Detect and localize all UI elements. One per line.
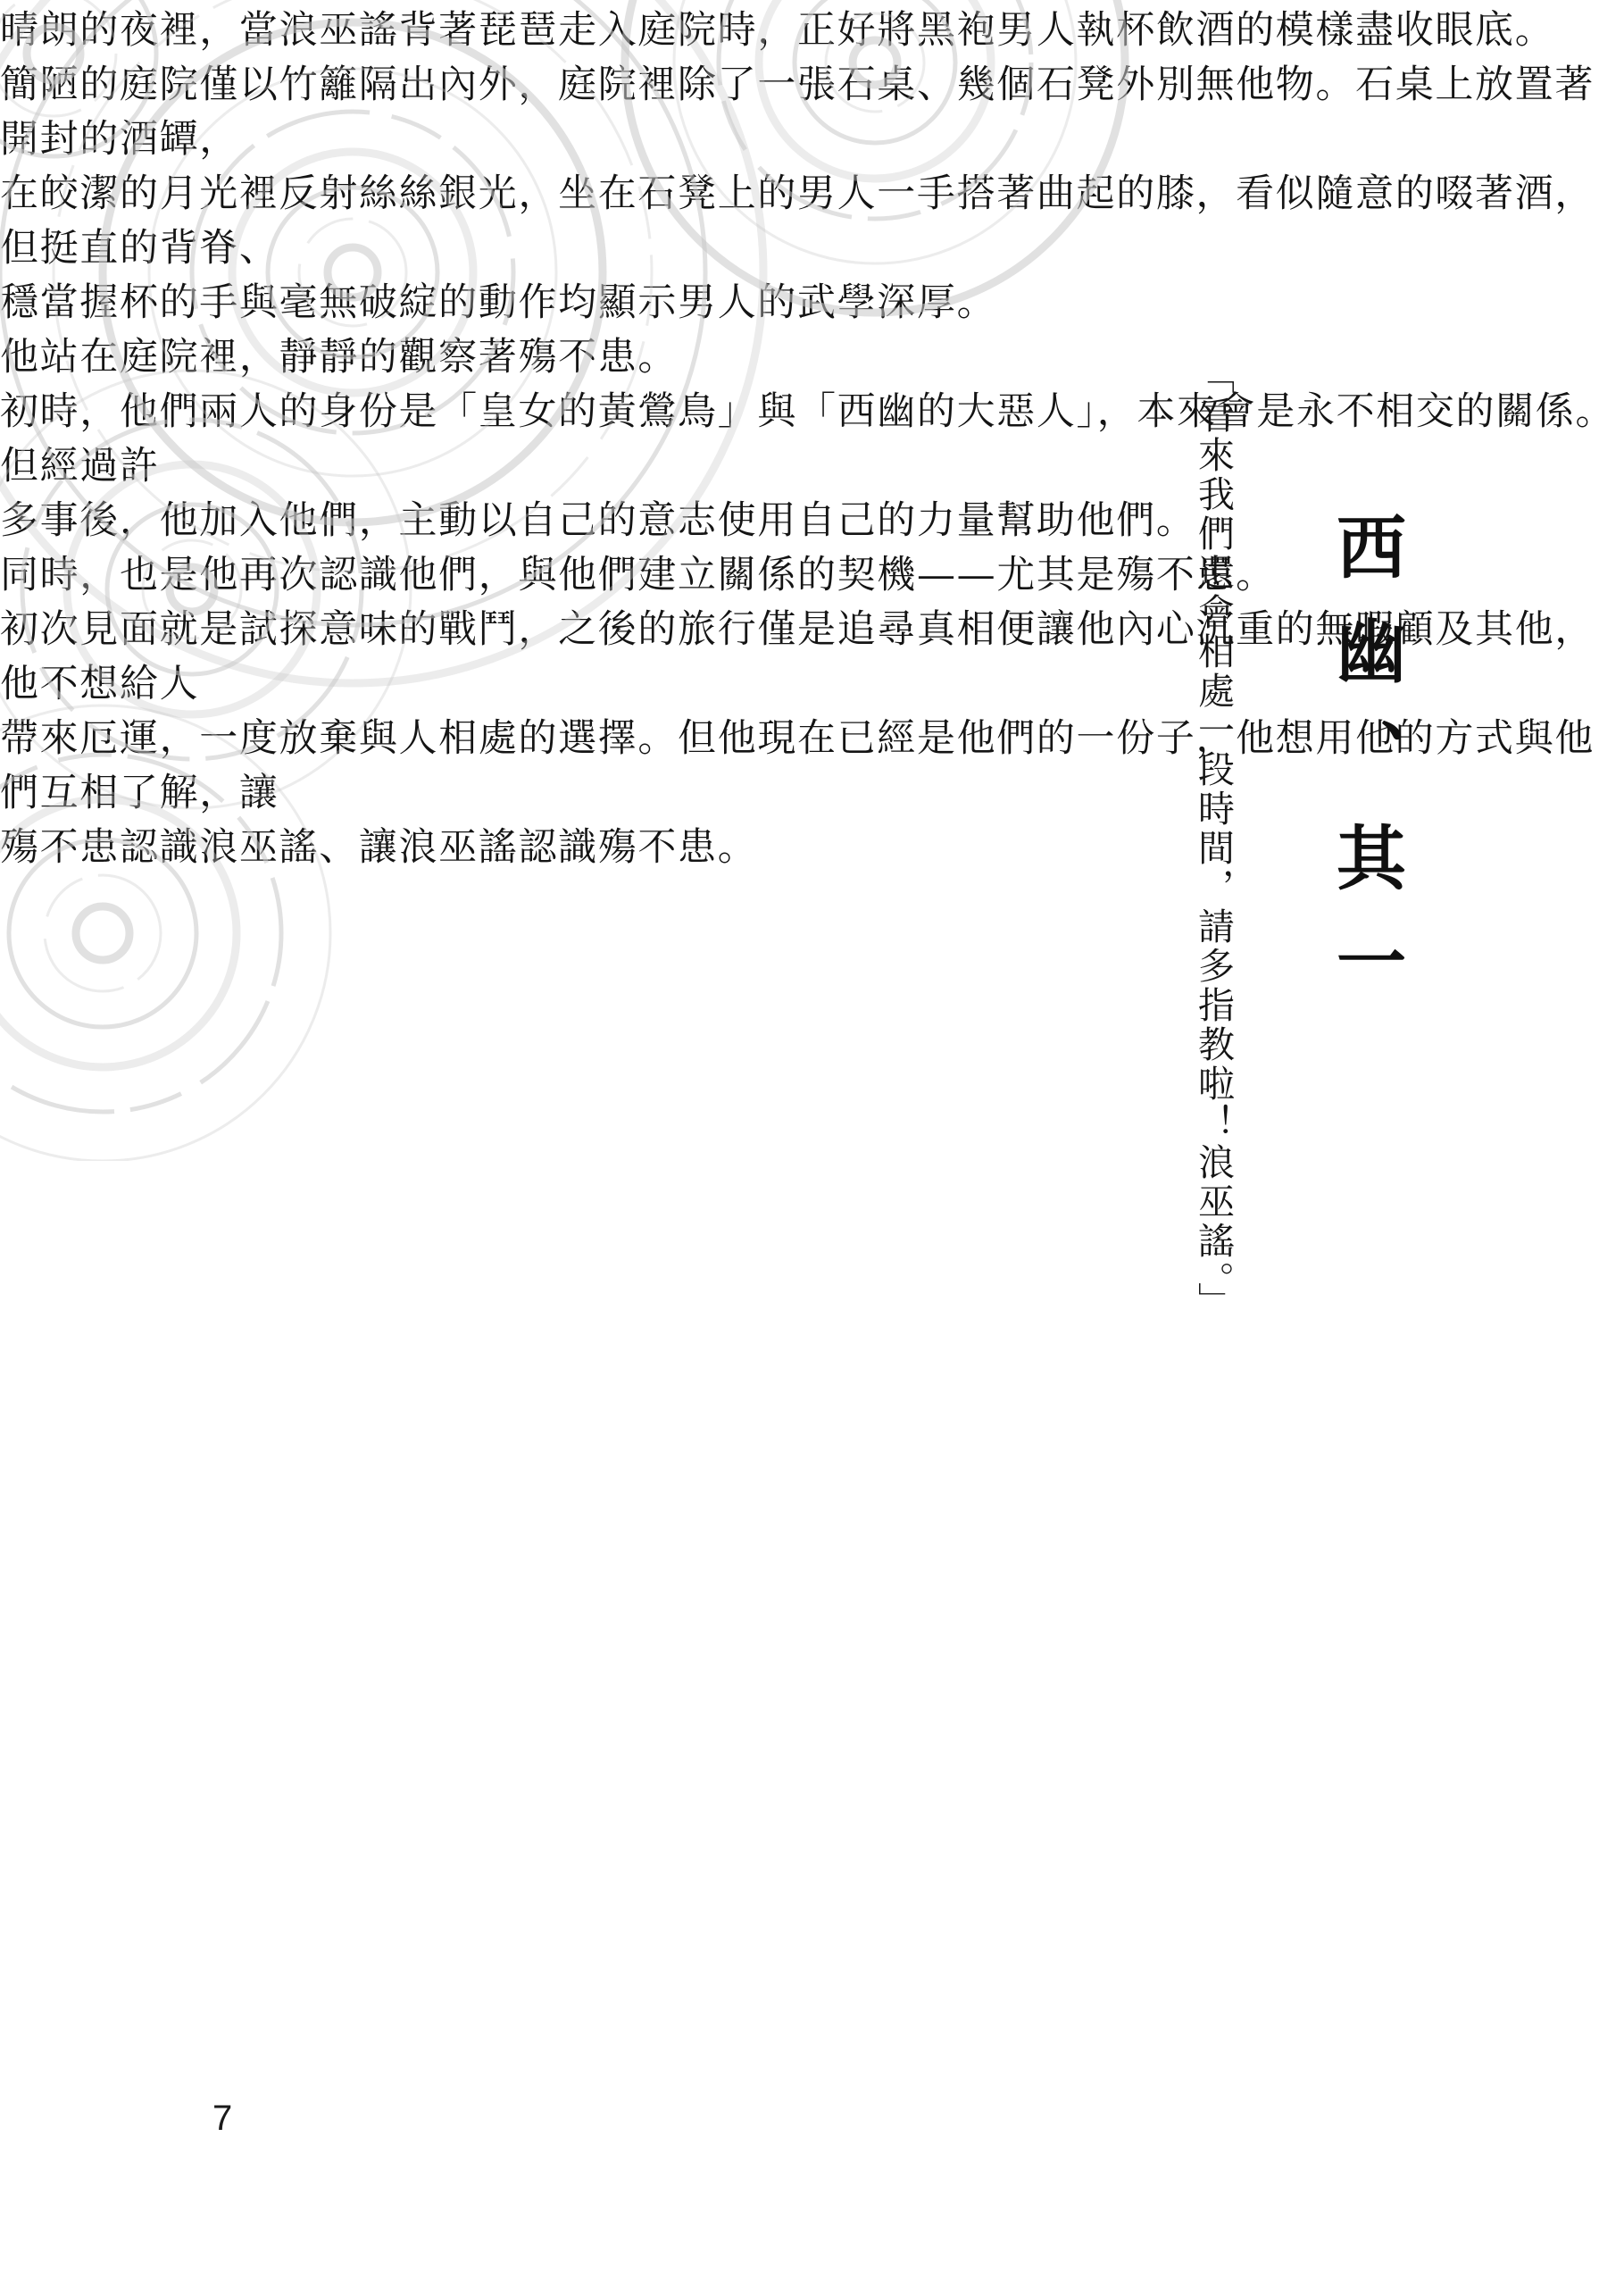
ripple-ring (143, 540, 241, 639)
page-number: 7 (212, 2099, 233, 2138)
ripple-ring (170, 567, 214, 612)
ripple-ring (76, 906, 129, 960)
text-column: 初時，他們兩人的身份是「皇女的黃鶯鳥」與「西幽的大惡人」，本來會是永不相交的關係。但經過許 (0, 389, 1616, 488)
ripple-ring (0, 0, 116, 116)
text-column: 同時，也是他再次認識他們，與他們建立關係的契機——尤其是殤不患。 (0, 553, 1276, 597)
ripple-ring (853, 40, 897, 85)
ripple-ring (9, 839, 196, 1027)
text-column: 晴朗的夜裡，當浪巫謠背著琵琶走入庭院時，正好將黑袍男人執杯飲酒的模樣盡收眼底。 (0, 8, 1555, 53)
text-column: 殤不患認識浪巫謠、讓浪巫謠認識殤不患。 (0, 825, 758, 870)
ripple-ring (149, 69, 556, 476)
ripple-ring (103, 22, 603, 522)
ripple-ring (67, 464, 317, 714)
text-column: 他站在庭院裡，靜靜的觀察著殤不患。 (0, 335, 679, 380)
text-column: 帶來厄運，一度放棄與人相處的選擇。但他現在已經是他們的一份子，他想用他的方式與他們互相了解，讓 (0, 716, 1595, 815)
ripple-ring (795, 0, 955, 143)
text-column: 初次見面就是試探意味的戰鬥，之後的旅行僅是追尋真相便讓他內心沉重的無暇顧及其他，他不想給人 (0, 607, 1595, 706)
chapter-title: 西幽、其一 (1325, 511, 1405, 1029)
text-column: 在皎潔的月光裡反射絲絲銀光，坐在石凳上的男人一手搭著曲起的膝，看似隨意的啜著酒，但挺直的背脊、 (0, 171, 1595, 271)
text-column: 穩當握杯的手與毫無破綻的動作均顯示男人的武學深厚。 (0, 280, 997, 325)
ripple-ring (826, 13, 924, 112)
ripple-ring (328, 247, 378, 297)
text-column: 簡陋的庭院僅以竹籬隔出內外，庭院裡除了一張石桌、幾個石凳外別無他物。石桌上放置著開封的酒罈， (0, 63, 1595, 162)
ripple-ring (192, 112, 513, 433)
ripple-ring (0, 371, 411, 808)
ripple-ring (45, 875, 161, 991)
ripple-ring (759, 0, 991, 179)
ripple-ring (268, 188, 437, 357)
text-column: 多事後，他加入他們，主動以自己的意志使用自己的力量幫助他們。 (0, 498, 1196, 543)
ripple-ring (27, 27, 80, 80)
chapter-epigraph: 「看來我們還會相處一段時間，請多指教啦！浪巫謠。」 (1192, 357, 1235, 1322)
ripple-ring (54, 0, 652, 572)
ripple-ring (299, 219, 406, 326)
